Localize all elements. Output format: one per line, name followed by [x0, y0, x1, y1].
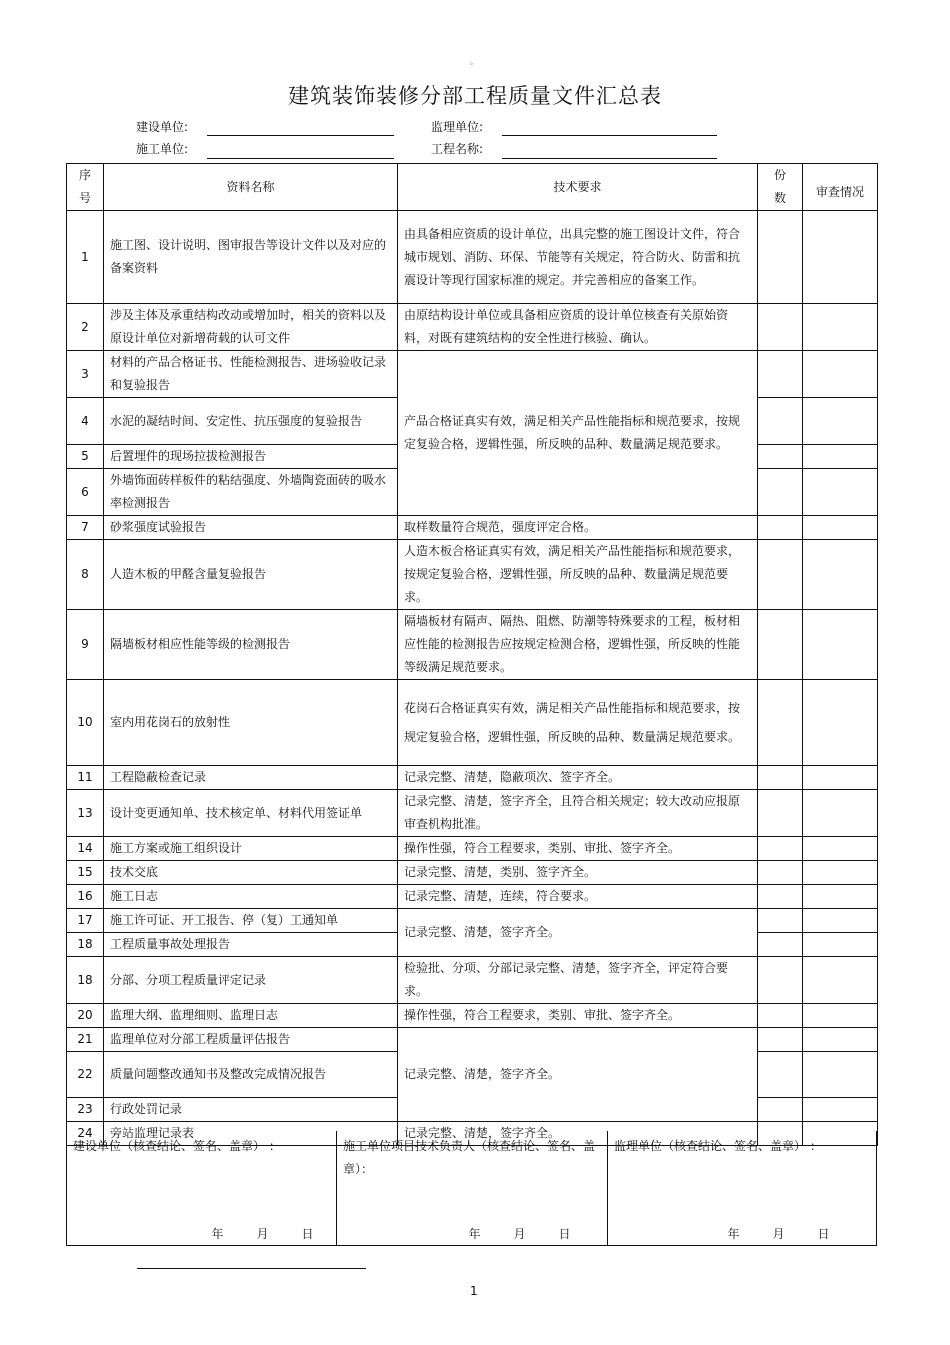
- row-copies: [758, 398, 803, 445]
- row-req: 隔墙板材有隔声、隔热、阻燃、防潮等特殊要求的工程，板材相应性能的检测报告应按规定检测合格，逻辑性强，所反映的性能等级满足规范要求。: [398, 610, 758, 680]
- supervisor-label: 监理单位:: [431, 120, 484, 134]
- table-row: [67, 766, 878, 790]
- constructor-signature-label: 施工单位项目技术负责人（核查结论、签名、盖章）：: [343, 1139, 596, 1176]
- builder-date: 年 月 日: [211, 1227, 314, 1241]
- row-req: 人造木板合格证真实有效，满足相关产品性能指标和规范要求，按规定复验合格，逻辑性强，所反映的品种、数量满足规范要求。: [398, 540, 758, 610]
- row-review: [803, 1098, 878, 1122]
- row-name: 工程隐蔽检查记录: [104, 766, 398, 790]
- row-req: 记录完整、清楚，签字齐全。: [398, 1028, 758, 1122]
- row-name: 涉及主体及承重结构改动或增加时，相关的资料以及原设计单位对新增荷载的认可文件: [104, 304, 398, 351]
- row-name: 行政处罚记录: [104, 1098, 398, 1122]
- table-row: [67, 885, 878, 909]
- row-no: 6: [67, 469, 104, 516]
- row-no: 24: [67, 1122, 104, 1146]
- row-req: 取样数量符合规范，强度评定合格。: [398, 516, 758, 540]
- row-review: [803, 1004, 878, 1028]
- row-name: 外墙饰面砖样板件的粘结强度、外墙陶瓷面砖的吸水率检测报告: [104, 469, 398, 516]
- row-copies: [758, 909, 803, 933]
- row-name: 设计变更通知单、技术核定单、材料代用签证单: [104, 790, 398, 837]
- row-no: 3: [67, 351, 104, 398]
- row-copies: [758, 610, 803, 680]
- row-copies: [758, 469, 803, 516]
- row-review: [803, 1028, 878, 1052]
- row-req: 记录完整、清楚，签字齐全。: [398, 1122, 758, 1146]
- row-name: 后置埋件的现场拉拔检测报告: [104, 445, 398, 469]
- row-no: 20: [67, 1004, 104, 1028]
- row-copies: [758, 837, 803, 861]
- row-name: 室内用花岗石的放射性: [104, 680, 398, 766]
- row-copies: [758, 1052, 803, 1098]
- constructor-signature-box: [337, 1131, 608, 1245]
- row-name: 施工日志: [104, 885, 398, 909]
- col-header-review: 审查情况: [803, 164, 878, 211]
- row-review: [803, 790, 878, 837]
- row-review: [803, 766, 878, 790]
- row-no: 14: [67, 837, 104, 861]
- row-no: 4: [67, 398, 104, 445]
- project-line: [502, 158, 717, 159]
- col-header-req: 技术要求: [398, 164, 758, 211]
- row-req: 记录完整、清楚，签字齐全。: [398, 909, 758, 957]
- row-no: 8: [67, 540, 104, 610]
- supervisor-signature-label: 监理单位（核查结论、签名、盖章） ：: [614, 1139, 822, 1153]
- col-header-name: 资料名称: [104, 164, 398, 211]
- row-review: [803, 304, 878, 351]
- row-copies: [758, 861, 803, 885]
- row-review: [803, 469, 878, 516]
- signature-section: [66, 1131, 877, 1246]
- row-no: 23: [67, 1098, 104, 1122]
- table-row: [67, 304, 878, 351]
- row-req: 检验批、分项、分部记录完整、清楚，签字齐全，评定符合要求。: [398, 957, 758, 1004]
- table-row: [67, 837, 878, 861]
- row-copies: [758, 957, 803, 1004]
- row-no: 17: [67, 909, 104, 933]
- row-copies: [758, 445, 803, 469]
- row-name: 旁站监理记录表: [104, 1122, 398, 1146]
- row-req: 记录完整、清楚，签字齐全，且符合相关规定；较大改动应报原审查机构批准。: [398, 790, 758, 837]
- row-no: 9: [67, 610, 104, 680]
- row-req: 记录完整、清楚，隐蔽项次、签字齐全。: [398, 766, 758, 790]
- builder-signature-box: [67, 1131, 337, 1245]
- row-req: 记录完整、清楚，连续，符合要求。: [398, 885, 758, 909]
- row-review: [803, 211, 878, 304]
- table-row: [67, 861, 878, 885]
- builder-signature-label: 建设单位（核查结论、签名、盖章） ：: [73, 1139, 281, 1153]
- supervisor-date: 年 月 日: [727, 1227, 830, 1241]
- supervisor-line: [502, 135, 717, 136]
- row-copies: [758, 351, 803, 398]
- row-review: [803, 445, 878, 469]
- row-no: 7: [67, 516, 104, 540]
- row-name: 技术交底: [104, 861, 398, 885]
- row-review: [803, 885, 878, 909]
- row-review: [803, 610, 878, 680]
- constructor-date: 年 月 日: [468, 1227, 571, 1241]
- table-row: [67, 957, 878, 1004]
- supervisor-signature-box: [608, 1131, 878, 1245]
- row-review: [803, 837, 878, 861]
- builder-label: 建设单位:: [136, 120, 189, 134]
- row-req: 产品合格证真实有效，满足相关产品性能指标和规范要求，按规定复验合格，逻辑性强，所反映的品种、数量满足规范要求。: [398, 351, 758, 516]
- footnote-divider: [137, 1268, 366, 1269]
- row-copies: [758, 1028, 803, 1052]
- row-review: [803, 516, 878, 540]
- row-name: 分部、分项工程质量评定记录: [104, 957, 398, 1004]
- row-copies: [758, 885, 803, 909]
- row-review: [803, 1052, 878, 1098]
- row-no: 15: [67, 861, 104, 885]
- row-name: 施工许可证、开工报告、停（复）工通知单: [104, 909, 398, 933]
- top-mark: 。: [470, 57, 478, 66]
- row-review: [803, 933, 878, 957]
- row-name: 隔墙板材相应性能等级的检测报告: [104, 610, 398, 680]
- row-review: [803, 909, 878, 933]
- row-name: 监理大纲、监理细则、监理日志: [104, 1004, 398, 1028]
- table-row: [67, 610, 878, 680]
- table-row: [67, 1004, 878, 1028]
- row-name: 水泥的凝结时间、安定性、抗压强度的复验报告: [104, 398, 398, 445]
- row-name: 施工图、设计说明、图审报告等设计文件以及对应的备案资料: [104, 211, 398, 304]
- row-name: 质量问题整改通知书及整改完成情况报告: [104, 1052, 398, 1098]
- document-title: 建筑装饰装修分部工程质量文件汇总表: [288, 84, 662, 108]
- row-req: 由具备相应资质的设计单位，出具完整的施工图设计文件，符合城市规划、消防、环保、节能等有关规定，符合防火、防雷和抗震设计等现行国家标准的规定。并完善相应的备案工作。: [398, 211, 758, 304]
- row-no: 2: [67, 304, 104, 351]
- row-copies: [758, 211, 803, 304]
- project-label: 工程名称:: [431, 142, 484, 156]
- row-review: [803, 351, 878, 398]
- row-name: 施工方案或施工组织设计: [104, 837, 398, 861]
- table-row: [67, 790, 878, 837]
- col-header-copies: 份 数: [758, 164, 803, 211]
- row-no: 22: [67, 1052, 104, 1098]
- row-review: [803, 680, 878, 766]
- row-no: 21: [67, 1028, 104, 1052]
- row-review: [803, 861, 878, 885]
- row-no: 16: [67, 885, 104, 909]
- table-row: [67, 680, 878, 766]
- row-name: 材料的产品合格证书、性能检测报告、进场验收记录和复验报告: [104, 351, 398, 398]
- builder-line: [207, 135, 394, 136]
- row-no: 13: [67, 790, 104, 837]
- constructor-line: [207, 158, 394, 159]
- row-review: [803, 540, 878, 610]
- row-req: 由原结构设计单位或具备相应资质的设计单位核查有关原始资料，对既有建筑结构的安全性进行核验、确认。: [398, 304, 758, 351]
- row-no: 18: [67, 957, 104, 1004]
- row-no: 5: [67, 445, 104, 469]
- table-row: [67, 909, 878, 933]
- row-req: 操作性强，符合工程要求，类别、审批、签字齐全。: [398, 1004, 758, 1028]
- row-req: 花岗石合格证真实有效，满足相关产品性能指标和规范要求，按规定复验合格，逻辑性强，所反映的品种、数量满足规范要求。: [398, 680, 758, 766]
- table-header-row: [67, 164, 878, 211]
- row-req: 操作性强，符合工程要求，类别、审批、签字齐全。: [398, 837, 758, 861]
- row-copies: [758, 516, 803, 540]
- table-row: [67, 540, 878, 610]
- row-copies: [758, 1004, 803, 1028]
- table-row: [67, 211, 878, 304]
- row-copies: [758, 766, 803, 790]
- table-row: [67, 1028, 878, 1052]
- row-copies: [758, 1098, 803, 1122]
- row-name: 工程质量事故处理报告: [104, 933, 398, 957]
- page-number: 1: [470, 1284, 478, 1298]
- row-no: 10: [67, 680, 104, 766]
- row-no: 11: [67, 766, 104, 790]
- table-row: [67, 516, 878, 540]
- row-copies: [758, 540, 803, 610]
- quality-document-table: [66, 163, 878, 1146]
- row-name: 砂浆强度试验报告: [104, 516, 398, 540]
- row-review: [803, 957, 878, 1004]
- row-name: 人造木板的甲醛含量复验报告: [104, 540, 398, 610]
- row-name: 监理单位对分部工程质量评估报告: [104, 1028, 398, 1052]
- row-review: [803, 398, 878, 445]
- row-copies: [758, 680, 803, 766]
- row-copies: [758, 790, 803, 837]
- row-req: 记录完整、清楚，类别、签字齐全。: [398, 861, 758, 885]
- row-copies: [758, 304, 803, 351]
- col-header-no: 序 号: [67, 164, 104, 211]
- table-row: [67, 351, 878, 398]
- row-no: 1: [67, 211, 104, 304]
- constructor-label: 施工单位:: [136, 142, 189, 156]
- row-copies: [758, 933, 803, 957]
- row-no: 18: [67, 933, 104, 957]
